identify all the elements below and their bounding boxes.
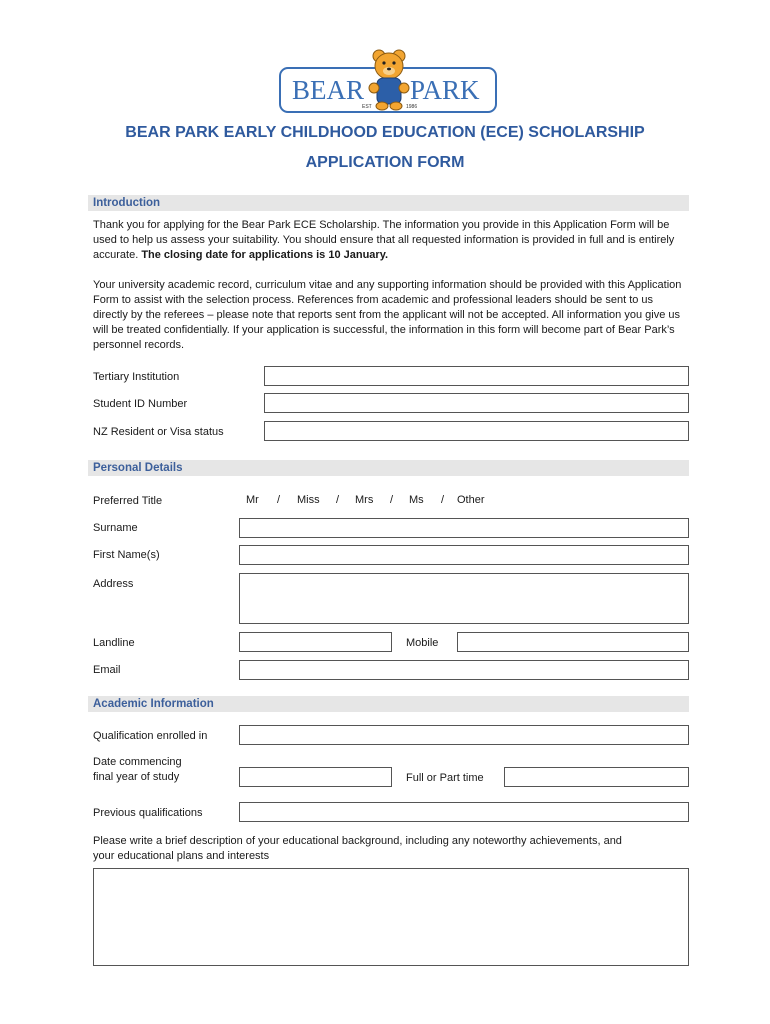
intro-paragraph-1: [93, 218, 689, 263]
title-option-mr[interactable]: Mr: [246, 494, 259, 506]
full-part-time-field[interactable]: [504, 767, 689, 787]
mobile-label: Mobile: [406, 637, 439, 649]
description-prompt-line2: your educational plans and interests: [93, 850, 270, 862]
title-separator: /: [336, 494, 340, 506]
address-label: Address: [93, 578, 134, 590]
logo-est: EST: [362, 104, 372, 110]
title-separator: /: [441, 494, 445, 506]
tertiary-institution-field[interactable]: [264, 366, 689, 386]
qualification-label: Qualification enrolled in: [93, 730, 208, 742]
previous-qualifications-label: Previous qualifications: [93, 807, 203, 819]
student-id-field[interactable]: [264, 393, 689, 413]
intro-paragraph-1-text: Thank you for applying for the Bear Park ECE Scholarship. The information you provide in this Application Form will be used to help us assess your suitability. You should ensure that all requested information is provided in full and is entirely accurate.: [93, 219, 675, 261]
title-option-other[interactable]: Other: [457, 494, 485, 506]
title-separator: /: [277, 494, 281, 506]
logo-text-park: PARK: [410, 75, 480, 105]
address-field[interactable]: [239, 573, 689, 624]
date-commencing-label-2: final year of study: [93, 771, 180, 783]
form-title-line1: BEAR PARK EARLY CHILDHOOD EDUCATION (ECE) SCHOLARSHIP: [125, 124, 645, 141]
preferred-title-label: Preferred Title: [93, 495, 163, 507]
title-option-mrs[interactable]: Mrs: [355, 494, 374, 506]
first-names-label: First Name(s): [93, 549, 160, 561]
previous-qualifications-field[interactable]: [239, 802, 689, 822]
date-commencing-field[interactable]: [239, 767, 392, 787]
email-field[interactable]: [239, 660, 689, 680]
mobile-field[interactable]: [457, 632, 689, 652]
title-separator: /: [390, 494, 394, 506]
nz-resident-label: NZ Resident or Visa status: [93, 426, 224, 438]
surname-label: Surname: [93, 522, 138, 534]
closing-date-notice: The closing date for applications is 10 January.: [141, 249, 389, 261]
description-prompt-line1: Please write a brief description of your educational background, including any noteworthy achievements, and: [93, 835, 622, 847]
bear-park-logo: [278, 44, 498, 118]
title-option-miss[interactable]: Miss: [297, 494, 320, 506]
section-personal-details: Personal Details: [88, 460, 689, 476]
qualification-field[interactable]: [239, 725, 689, 745]
description-textarea[interactable]: [93, 868, 689, 966]
intro-paragraph-2: Your university academic record, curriculum vitae and any supporting information should be provided with this Application Form to assist with the selection process. References from academic and professional leaders should be sent to us directly by the referees – please note that reports sent from the applicant will not be accepted. All information you give us will be treated confidentially. If your application is successful, the information in this form will become part of Bear Park’s personnel records.: [93, 279, 682, 351]
form-title-line2: APPLICATION FORM: [305, 154, 465, 171]
date-commencing-label-1: Date commencing: [93, 756, 182, 768]
logo-text-bear: BEAR: [292, 75, 365, 105]
logo-year: 1986: [406, 104, 418, 110]
section-academic-information: Academic Information: [88, 696, 689, 712]
student-id-label: Student ID Number: [93, 398, 188, 410]
section-introduction: Introduction: [88, 195, 689, 211]
surname-field[interactable]: [239, 518, 689, 538]
email-label: Email: [93, 664, 121, 676]
landline-label: Landline: [93, 637, 135, 649]
full-part-time-label: Full or Part time: [406, 772, 484, 784]
landline-field[interactable]: [239, 632, 392, 652]
tertiary-institution-label: Tertiary Institution: [93, 371, 180, 383]
nz-resident-field[interactable]: [264, 421, 689, 441]
title-option-ms[interactable]: Ms: [409, 494, 424, 506]
first-names-field[interactable]: [239, 545, 689, 565]
